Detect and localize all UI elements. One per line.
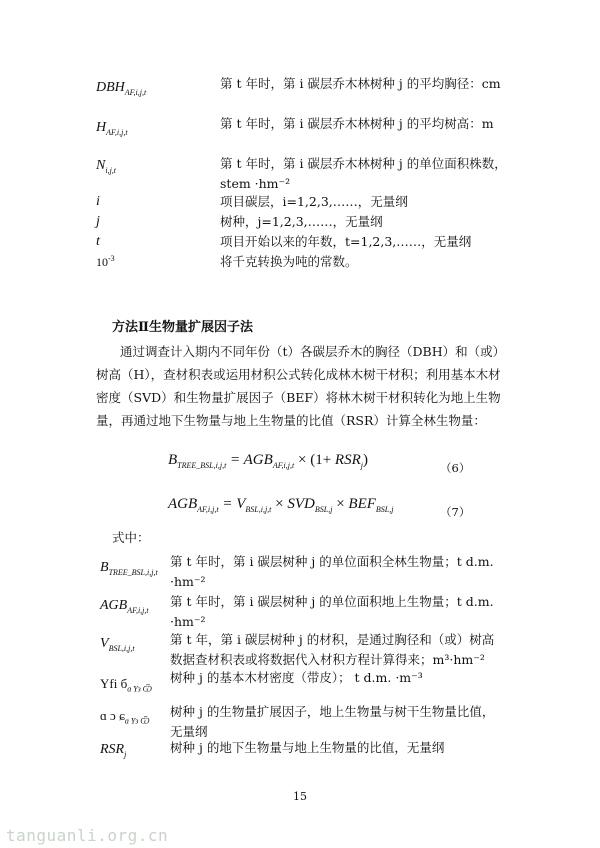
definition-t: 项目开始以来的年数，t=1,2,3,……，无量纲 — [220, 234, 472, 249]
definition-n: 第 t 年时，第 i 碳层乔木林树种 j 的单位面积株数，stem ·hm⁻² — [220, 156, 507, 191]
equation-6-number: （6） — [440, 461, 471, 475]
definition-j: 树种，j=1,2,3,……，无量纲 — [220, 214, 383, 229]
page-number: 15 — [293, 790, 307, 803]
where-label: 式中： — [112, 530, 150, 545]
symbol-v: $V_{BSL,i,j,t}$ — [100, 636, 135, 653]
definition-ten: 将千克转换为吨的常数。 — [220, 254, 358, 269]
definition-v: 第 t 年，第 i 碳层树种 j 的材积，是通过胸径和（或）树高数据查材积表或将数据代入材积方程计算得来；m³·hm⁻² — [170, 632, 495, 667]
equation-7: $AGB_{AF,i,j,t} = V_{BSL,i,j,t} \times SVD_{BSL,j} \times BEF_{BSL,j}$ — [168, 496, 394, 514]
symbol-t: t — [96, 234, 100, 249]
definition-bef: 树种 j 的生物量扩展因子，地上生物量与树干生物量比值，无量纲 — [170, 704, 495, 739]
definition-h: 第 t 年时，第 i 碳层乔木林树种 j 的平均树高：m — [220, 116, 494, 131]
definition-svd: 树种 j 的基本木材密度（带皮）； t d.m. ·m⁻³ — [170, 670, 423, 685]
symbol-btree: $B_{TREE\_BSL,i,j,t}$ — [100, 560, 158, 577]
symbol-bef: ɑ ɔ ɕ$_{ɑ \Upsilon з Ѿ}$ — [100, 708, 150, 726]
definition-dbh: 第 t 年时，第 i 碳层乔木林树种 j 的平均胸径：cm — [220, 76, 501, 91]
section-heading: 方法Ⅱ生物量扩展因子法 — [112, 320, 253, 335]
symbol-dbh: $DBH_{AF,i,j,t}$ — [96, 80, 147, 97]
equation-6: $B_{TREE\_BSL,i,j,t} = AGB_{AF,i,j,t} \times (1+ RSR_j)$ — [168, 452, 368, 470]
method-paragraph: 通过调查计入期内不同年份（t）各碳层乔木的胸径（DBH）和（或）树高（H），查材积表或运用材积公式转化成林木树干材积；利用基本木材密度（SVD）和生物量扩展因子（BEF）将林木树干材积转化为地上生物量，再通过地下生物量与地上生物量的比值（RSR）计算全林生物量： — [96, 344, 506, 428]
watermark: tanguanli.org.cn — [6, 826, 169, 845]
symbol-svd: Υfi $б_{ɑ \Upsilon з Ѿ}$ — [100, 676, 152, 694]
symbol-rsr: $RSR_j$ — [100, 742, 127, 759]
symbol-j: j — [96, 214, 100, 229]
symbol-h: $H_{AF,i,j,t}$ — [96, 120, 128, 137]
definition-btree: 第 t 年时，第 i 碳层树种 j 的单位面积全林生物量；t d.m. ·hm⁻² — [170, 554, 494, 589]
definition-i: 项目碳层，i=1,2,3,……，无量纲 — [220, 194, 408, 209]
symbol-n: $N_{i,j,t}$ — [96, 158, 117, 175]
symbol-agb: $AGB_{AF,i,j,t}$ — [100, 598, 149, 615]
definition-agb: 第 t 年时，第 i 碳层树种 j 的单位面积地上生物量；t d.m. ·hm⁻² — [170, 594, 494, 629]
symbol-ten: $10^{-3}$ — [96, 254, 115, 269]
definition-rsr: 树种 j 的地下生物量与地上生物量的比值，无量纲 — [170, 740, 445, 755]
symbol-i: i — [96, 194, 100, 209]
equation-7-number: （7） — [440, 505, 471, 519]
